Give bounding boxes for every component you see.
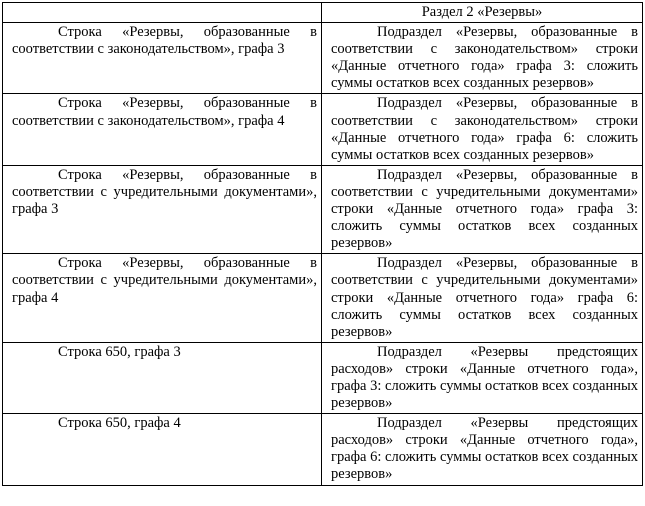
section-title-cell: Раздел 2 «Резервы» <box>322 3 643 23</box>
table-header-row <box>3 3 643 23</box>
table-row <box>3 23 643 94</box>
table-row <box>3 342 643 413</box>
balance-line-cell: Строка «Резервы, образованные в соответствии с учредительными документами», графа 3 <box>3 165 322 253</box>
balance-line-cell: Строка 650, графа 3 <box>3 342 322 413</box>
balance-line-cell: Строка 650, графа 4 <box>3 414 322 485</box>
header-blank-cell <box>3 3 322 23</box>
balance-line-cell: Строка «Резервы, образованные в соответствии с законодательством», графа 4 <box>3 94 322 165</box>
calculation-rule-cell: Подраздел «Резервы предстоящих расходов» строки «Данные отчетного года», графа 6: сложить суммы остатков всех созданных резервов» <box>322 414 643 485</box>
calculation-rule-cell: Подраздел «Резервы, образованные в соответствии с законодательством» строки «Данные отчетного года» графа 6: сложить суммы остатков всех созданных резервов» <box>322 94 643 165</box>
balance-line-cell: Строка «Резервы, образованные в соответствии с законодательством», графа 3 <box>3 23 322 94</box>
table-row <box>3 165 643 253</box>
balance-line-cell: Строка «Резервы, образованные в соответствии с учредительными документами», графа 4 <box>3 254 322 342</box>
calculation-rule-cell: Подраздел «Резервы, образованные в соответствии с учредительными документами» строки «Данные отчетного года» графа 3: сложить суммы остатков всех созданных резервов» <box>322 165 643 253</box>
calculation-rule-cell: Подраздел «Резервы, образованные в соответствии с учредительными документами» строки «Данные отчетного года» графа 6: сложить суммы остатков всех созданных резервов» <box>322 254 643 342</box>
calculation-rule-cell: Подраздел «Резервы, образованные в соответствии с законодательством» строки «Данные отчетного года» графа 3: сложить суммы остатков всех созданных резервов» <box>322 23 643 94</box>
table-row <box>3 254 643 342</box>
reserves-mapping-table <box>2 2 643 486</box>
table-row <box>3 94 643 165</box>
table-row <box>3 414 643 485</box>
calculation-rule-cell: Подраздел «Резервы предстоящих расходов» строки «Данные отчетного года», графа 3: сложить суммы остатков всех созданных резервов» <box>322 342 643 413</box>
